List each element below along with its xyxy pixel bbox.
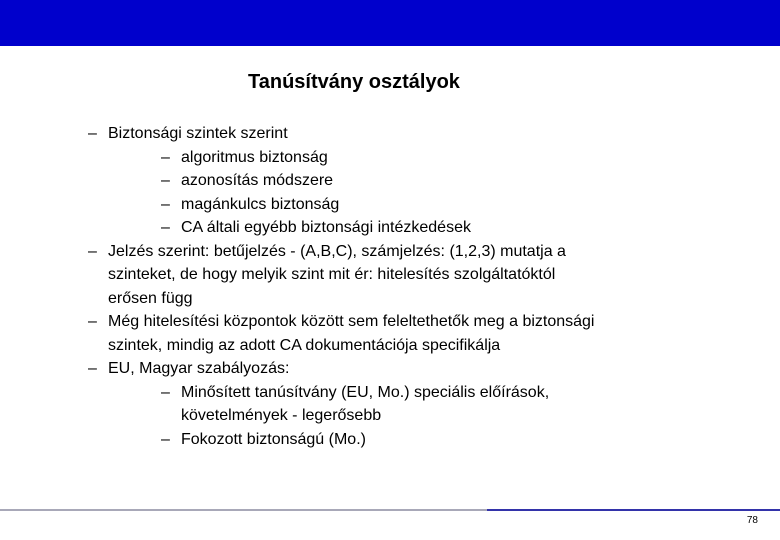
bullet-text-line: szinteket, de hogy melyik szint mit ér: hitelesítés szolgáltatóktól [108,266,556,283]
sub-bullet-text: Fokozott biztonságú (Mo.) [181,430,366,448]
bullet-dash: – [161,148,170,166]
bullet-dash: – [88,360,97,377]
bullet-dash: – [88,242,97,260]
bullet-dash: – [161,219,170,236]
sub-bullet-identification [0,169,760,193]
bullet-text: EU, Magyar szabályozás: [108,360,290,377]
sub-bullet-text: azonosítás módszere [181,172,334,189]
bullet-text-line: Még hitelesítési központok között sem feleltethetők meg a biztonsági [108,313,595,330]
sub-bullet-text: algoritmus biztonság [181,148,328,166]
sub-bullet-text-line: követelmények - legerősebb [181,407,382,424]
bullet-dash: – [161,172,170,189]
bullet-dash: – [88,313,97,330]
footer-divider-right [487,509,780,511]
header-bar [0,0,780,46]
bullet-text: Biztonsági szintek szerint [108,125,288,142]
bullet-ca-comparison [0,310,760,357]
sub-bullet-algorithm [0,146,760,170]
bullet-dash: – [161,383,170,401]
sub-bullet-enhanced-security [0,428,760,452]
footer-divider-left [0,509,487,511]
bullet-list [0,122,760,451]
slide-title: Tanúsítvány osztályok [248,71,460,93]
bullet-dash: – [161,195,170,213]
sub-bullet-private-key [0,193,760,217]
page-number: 78 [746,515,758,526]
sub-bullet-text: CA általi egyébb biztonsági intézkedések [181,219,471,236]
bullet-security-levels [0,122,760,146]
sub-bullet-text: magánkulcs biztonság [181,195,340,213]
sub-bullet-qualified-certificate [0,381,760,428]
bullet-dash: – [88,125,97,142]
bullet-text-line: erősen függ [108,289,193,307]
sub-bullet-text-line: Minősített tanúsítvány (EU, Mo.) speciális előírások, [181,383,550,401]
bullet-marking [0,240,760,311]
bullet-regulation [0,357,760,381]
bullet-text-line: szintek, mindig az adott CA dokumentációja specifikálja [108,336,501,354]
bullet-dash: – [161,430,170,448]
bullet-text-line: Jelzés szerint: betűjelzés - (A,B,C), számjelzés: (1,2,3) mutatja a [108,242,566,260]
sub-bullet-ca-measures [0,216,760,240]
